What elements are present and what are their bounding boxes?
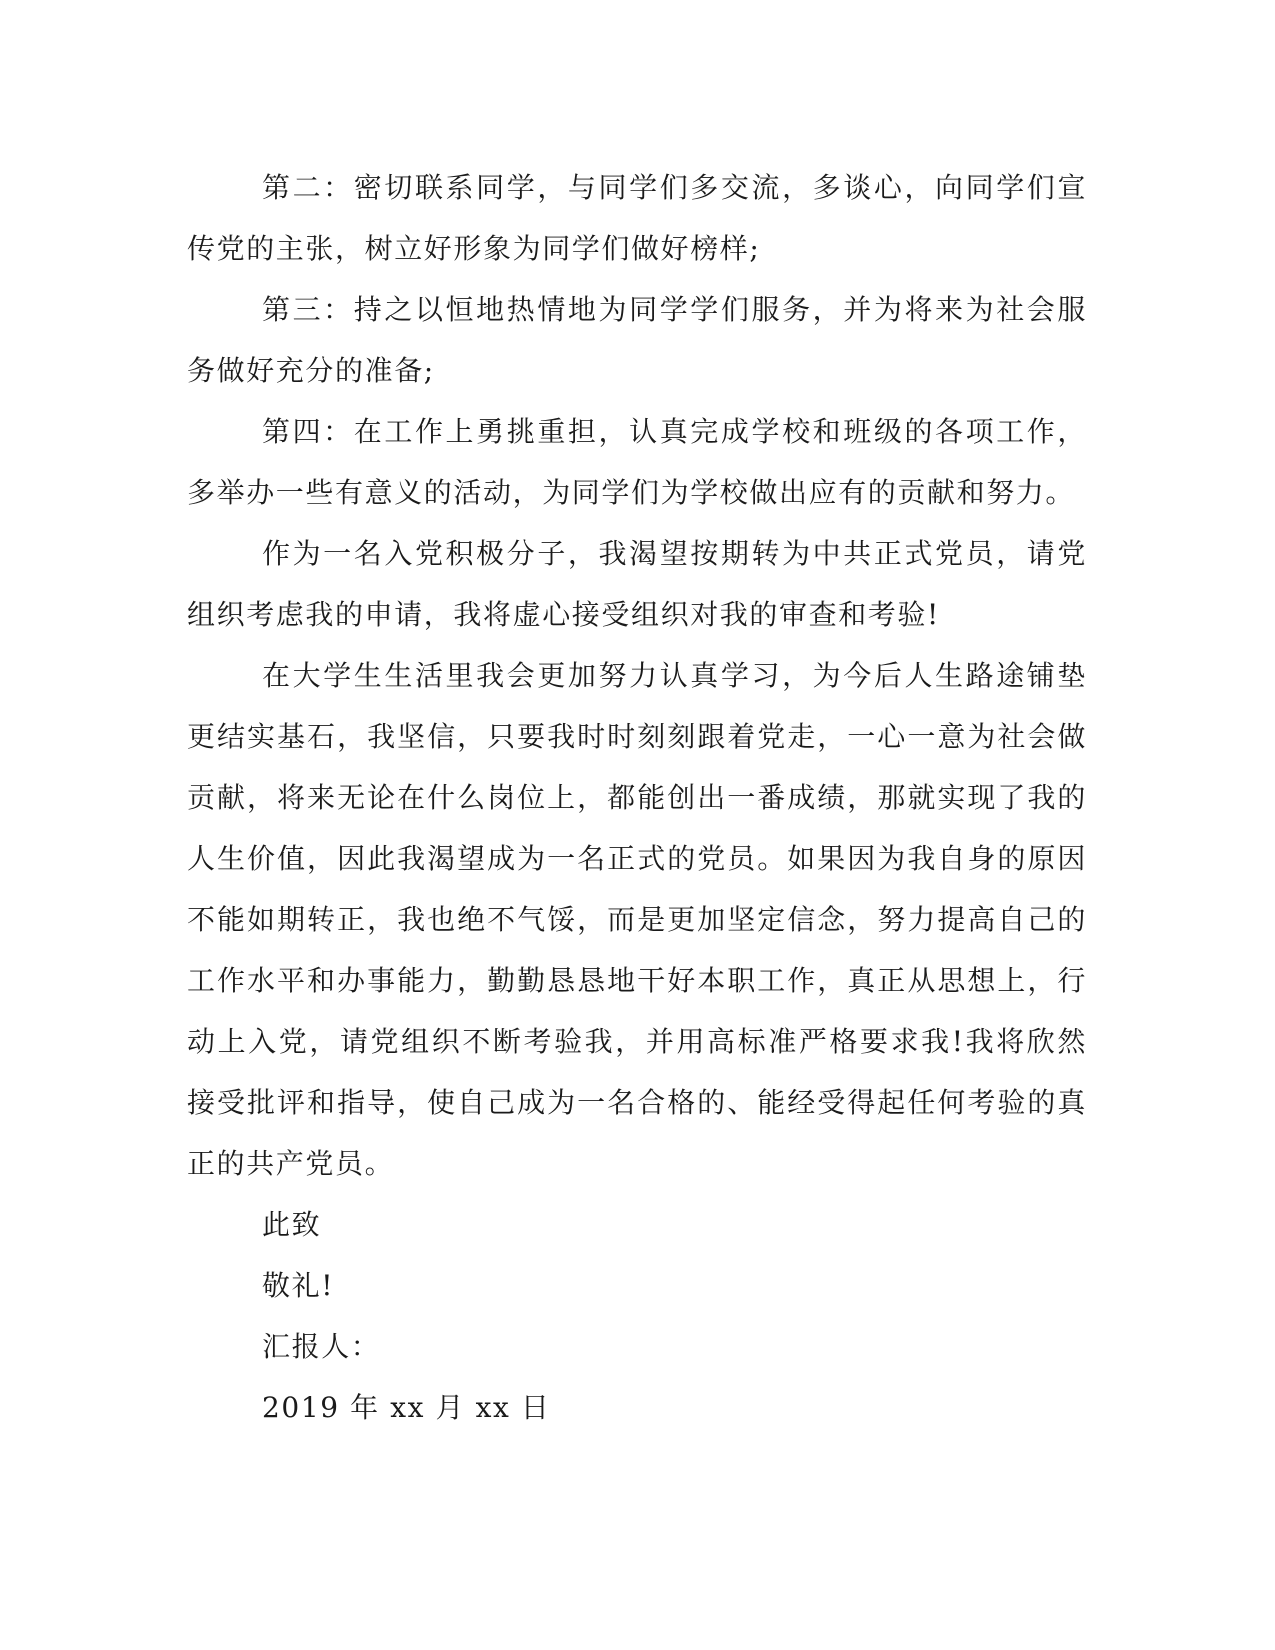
document-body xyxy=(187,157,1087,1438)
paragraph-commitment: 在大学生生活里我会更加努力认真学习，为今后人生路途铺垫更结实基石，我坚信，只要我时时刻刻跟着党走，一心一意为社会做贡献，将来无论在什么岗位上，都能创出一番成绩，那就实现了我的人生价值，因此我渴望成为一名正式的党员。如果因为我自身的原因不能如期转正，我也绝不气馁，而是更加坚定信念，努力提高自己的工作水平和办事能力，勤勤恳恳地干好本职工作，真正从思想上，行动上入党，请党组织不断考验我，并用高标准严格要求我!我将欣然接受批评和指导，使自己成为一名合格的、能经受得起任何考验的真正的共产党员。 xyxy=(187,659,1087,1180)
paragraph-point-four: 第四：在工作上勇挑重担，认真完成学校和班级的各项工作，多举办一些有意义的活动，为同学们为学校做出应有的贡献和努力。 xyxy=(187,415,1087,509)
paragraph-point-two: 第二：密切联系同学，与同学们多交流，多谈心，向同学们宣传党的主张，树立好形象为同学们做好榜样; xyxy=(187,171,1087,265)
closing-salutation: 此致 xyxy=(262,1208,322,1241)
paragraph-point-three: 第三：持之以恒地热情地为同学学们服务，并为将来为社会服务做好充分的准备; xyxy=(187,293,1087,387)
report-date: 2019 年 xx 月 xx 日 xyxy=(262,1391,551,1424)
closing-regards: 敬礼! xyxy=(262,1269,335,1302)
paragraph-activist-request: 作为一名入党积极分子，我渴望按期转为中共正式党员，请党组织考虑我的申请，我将虚心接受组织对我的审查和考验! xyxy=(187,537,1087,631)
reporter-label: 汇报人： xyxy=(262,1330,381,1363)
